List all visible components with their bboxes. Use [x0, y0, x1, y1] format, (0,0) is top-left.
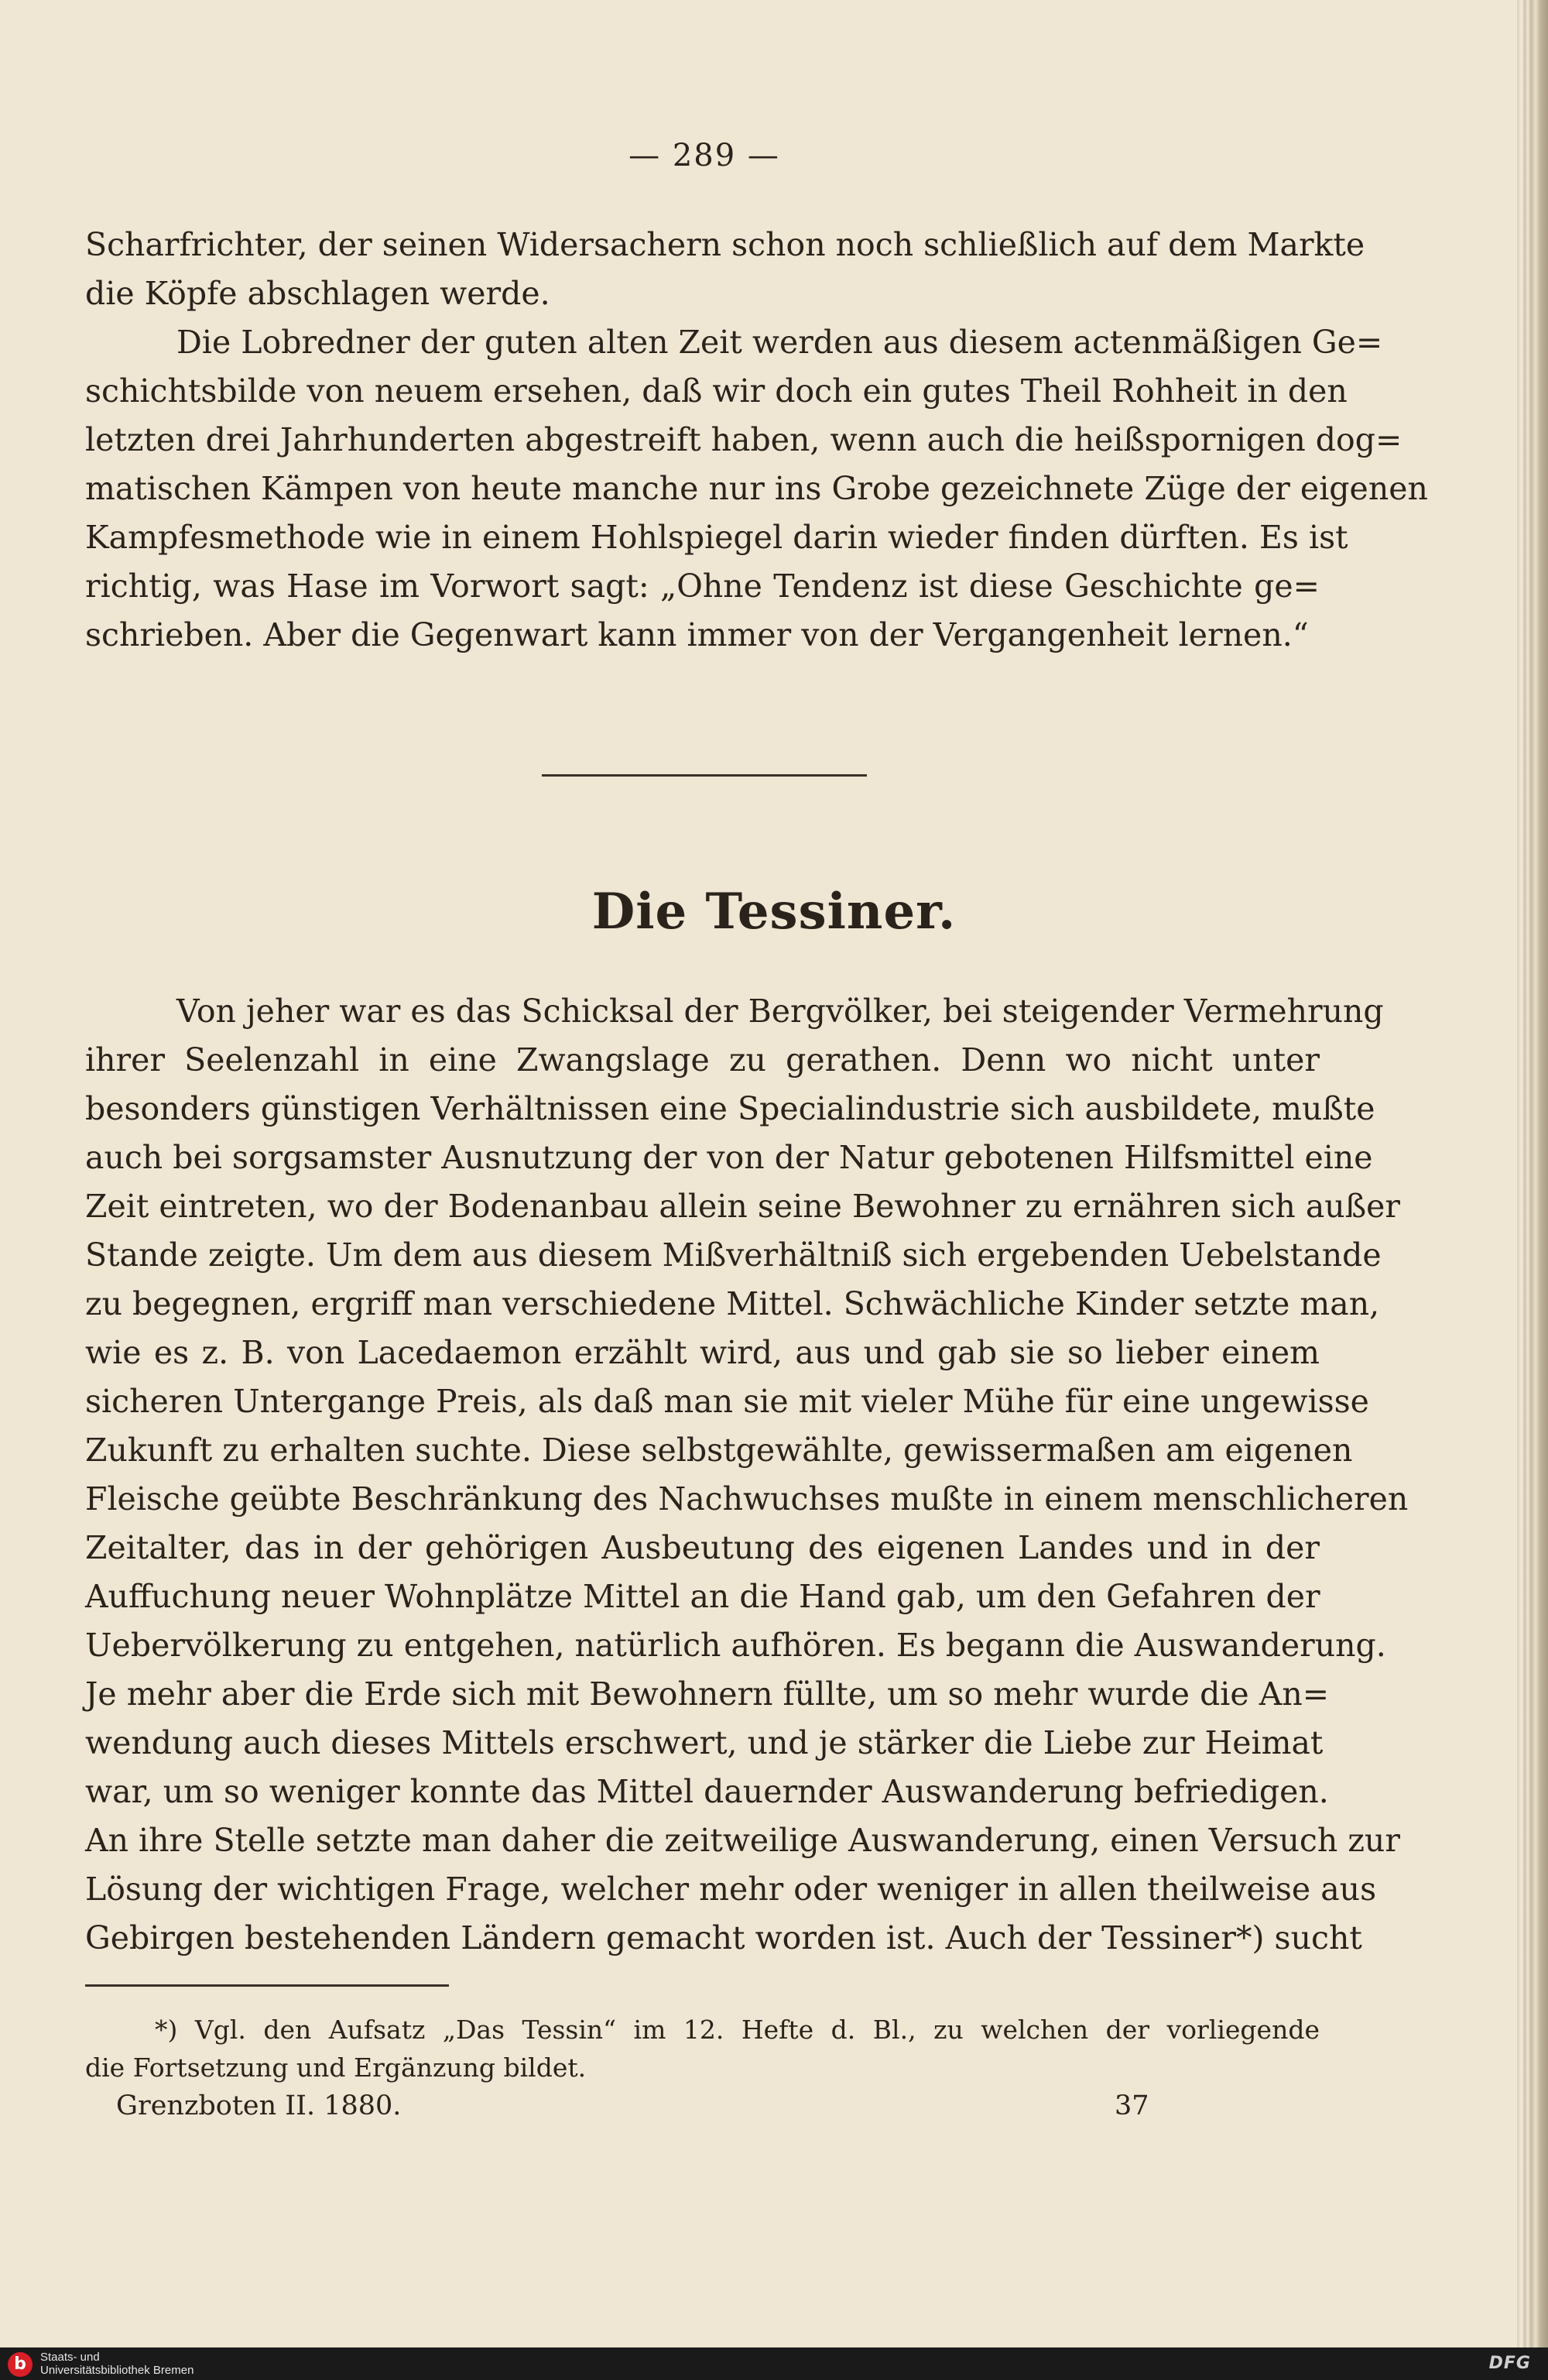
- paragraph-lobredner: [85, 318, 1428, 660]
- section-title: Die Tessiner.: [591, 883, 957, 941]
- text-line: Stande zeigte. Um dem aus diesem Mißverhältniß sich ergebenden Uebelstande: [85, 1236, 1382, 1274]
- text-line: matischen Kämpen von heute manche nur ins Grobe gezeichnete Züge der eigenen: [85, 470, 1428, 507]
- text-line: wie es z. B. von Lacedaemon erzählt wird, aus und gab sie so lieber einem: [85, 1334, 1320, 1371]
- continuation-text: [85, 221, 1365, 318]
- footnote-divider: [85, 1984, 449, 1987]
- text-line: Von jeher war es das Schicksal der Bergvölker, bei steigender Vermehrung: [176, 993, 1384, 1030]
- footnote: [85, 2011, 1320, 2087]
- library-name-line: Universitätsbibliothek Bremen: [40, 2364, 194, 2377]
- section-divider: [542, 774, 867, 777]
- text-line: besonders günstigen Verhältnissen eine Specialindustrie sich ausbildete, mußte: [85, 1090, 1375, 1127]
- text-line: Zukunft zu erhalten suchte. Diese selbstgewählte, gewissermaßen am eigenen: [85, 1432, 1353, 1469]
- text-line: die Köpfe abschlagen werde.: [85, 275, 550, 312]
- text-line: schrieben. Aber die Gegenwart kann immer von der Vergangenheit lernen.“: [85, 616, 1309, 653]
- text-line: wendung auch dieses Mittels erschwert, und je stärker die Liebe zur Heimat: [85, 1724, 1324, 1761]
- library-name: [40, 2351, 194, 2377]
- library-logo-icon: b: [8, 2352, 33, 2377]
- footnote-line: *) Vgl. den Aufsatz „Das Tessin“ im 12. Hefte d. Bl., zu welchen der vorliegende: [155, 2015, 1320, 2045]
- text-line: Je mehr aber die Erde sich mit Bewohnern füllte, um so mehr wurde die An=: [85, 1675, 1330, 1713]
- publication-signature: Grenzboten II. 1880.: [116, 2090, 402, 2121]
- text-line: Auffuchung neuer Wohnplätze Mittel an die Hand gab, um den Gefahren der: [85, 1578, 1320, 1615]
- text-line: richtig, was Hase im Vorwort sagt: „Ohne Tendenz ist diese Geschichte ge=: [85, 568, 1320, 605]
- text-line: auch bei sorgsamster Ausnutzung der von der Natur gebotenen Hilfsmittel eine: [85, 1139, 1373, 1176]
- text-line: Kampfesmethode wie in einem Hohlspiegel darin wieder finden dürften. Es ist: [85, 519, 1348, 556]
- text-line: Zeit eintreten, wo der Bodenanbau allein seine Bewohner zu ernähren sich außer: [85, 1188, 1400, 1225]
- dfg-logo: DFG: [1488, 2354, 1531, 2373]
- text-line: An ihre Stelle setzte man daher die zeitweilige Auswanderung, einen Versuch zur: [85, 1822, 1400, 1859]
- text-line: schichtsbilde von neuem ersehen, daß wir doch ein gutes Theil Rohheit in den: [85, 372, 1348, 410]
- paragraph-tessiner: [85, 987, 1409, 1963]
- book-page-edge: [1517, 0, 1548, 2347]
- footnote-line: die Fortsetzung und Ergänzung bildet.: [85, 2052, 587, 2083]
- text-line: letzten drei Jahrhunderten abgestreift haben, wenn auch die heißspornigen dog=: [85, 421, 1402, 458]
- text-line: war, um so weniger konnte das Mittel dauernder Auswanderung befriedigen.: [85, 1773, 1329, 1810]
- text-line: Uebervölkerung zu entgehen, natürlich aufhören. Es begann die Auswanderung.: [85, 1627, 1386, 1664]
- text-line: Fleische geübte Beschränkung des Nachwuchses mußte in einem menschlicheren: [85, 1480, 1409, 1518]
- text-line: sicheren Untergange Preis, als daß man sie mit vieler Mühe für eine ungewisse: [85, 1383, 1369, 1420]
- page-number: — 289 —: [628, 138, 780, 173]
- text-line: Lösung der wichtigen Frage, welcher mehr oder weniger in allen theilweise aus: [85, 1871, 1377, 1908]
- library-name-line: Staats- und: [40, 2351, 100, 2364]
- text-line: zu begegnen, ergriff man verschiedene Mittel. Schwächliche Kinder setzte man,: [85, 1285, 1380, 1322]
- sheet-number: 37: [1115, 2090, 1149, 2121]
- text-line: Zeitalter, das in der gehörigen Ausbeutung des eigenen Landes und in der: [85, 1529, 1320, 1566]
- text-line: Die Lobredner der guten alten Zeit werden aus diesem actenmäßigen Ge=: [176, 324, 1383, 361]
- text-line: Gebirgen bestehenden Ländern gemacht worden ist. Auch der Tessiner*) sucht: [85, 1919, 1362, 1956]
- library-footer-bar: [0, 2347, 1548, 2380]
- text-line: ihrer Seelenzahl in eine Zwangslage zu gerathen. Denn wo nicht unter: [85, 1041, 1320, 1079]
- text-line: Scharfrichter, der seinen Widersachern schon noch schließlich auf dem Markte: [85, 226, 1365, 263]
